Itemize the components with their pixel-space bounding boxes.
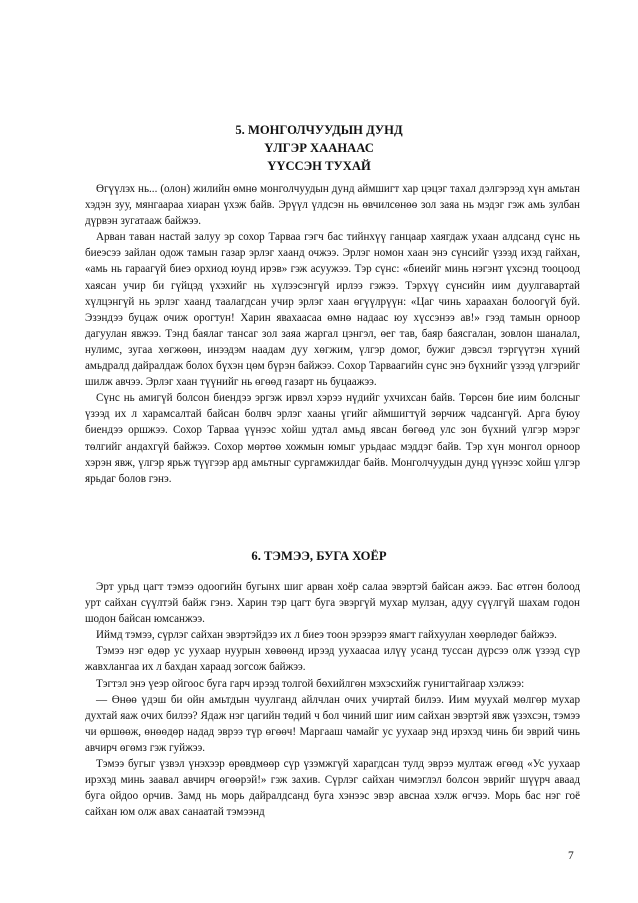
section-6-paragraph-1: Эрт урьд цагт тэмээ одоогийн бугынх шиг арван хоёр салаа эвэртэй байсан ажээ. Бас өтгөн болоод урт сайхан сүүлтэй байж гэнэ. Харин тэр цагт буга эвэргүй мухар мулзан, адуу сүүлгүй шахам годон шодон байсан юмсанжээ. (85, 581, 580, 626)
section-6-paragraph-3: Тэмээ нэг өдөр ус уухаар нуурын хөвөөнд ирээд уухаасаа илүү усанд туссан дүрсээ олж үзээд сүр жавхлангаа их л бахдан хараад зогсож байжээ. (85, 645, 580, 674)
section-5-body (85, 181, 580, 487)
section-6-paragraph-5: — Өнөө үдэш би ойн амьтдын чуулганд айлчлан очих учиртай билээ. Иим муухай мөлгөр мухар духтай яаж очих билээ? Ядаж нэг цагийн төдий ч бол чиний шиг иим сайхан эвэртэй явж үзэхсэн, тэмээ чи өршөөж, өнөөдөр надад эврээ түр өгөөч! Маргааш чамайг ус уухаар энд ирэхэд чинь би эврий чинь авчирч өгөмз гэж гуйжээ. (85, 693, 580, 754)
section-6-paragraph-2: Иймд тэмээ, сүрлэг сайхан эвэртэйдээ их л биеэ тоон эрээрээ ямагт гайхуулан хөөрлөдөг байжээ. (96, 629, 557, 642)
section-5-title-line-2: ҮЛГЭР ХААНААС (264, 141, 374, 155)
section-5-title-line-3: ҮҮССЭН ТУХАЙ (267, 159, 371, 173)
section-6-title: 6. ТЭМЭЭ, БУГА ХОЁР (251, 549, 387, 563)
section-5-paragraph-1: Өгүүлэх нь... (олон) жилийн өмнө монголчуудын дунд аймшигт хар цэцэг тахал дэлгэрээд хүн амьтан хэдэн зуу, мянгаараа хиаран үхэж байв. Эрүүл үлдсэн нь өвчилсөнөө зол заяа нь мэдэг гэж амь зулбан дүрвэн зугатааж байжээ. (85, 183, 580, 228)
section-5-paragraph-3: Сүнс нь амигүй болсон биендээ эргэж ирвэл хэрээ нүдийг ухчихсан байв. Төрсөн бие иим болсныг үзээд их л харамсалтай байсан болвч эрлэг хааны үгийг аймшигтүй зөрчиж чадсангүй. Арга буюу биендээ оршжээ. Сохор Тарваа үүнээс хойш удтал амьд явсан бөгөөд улс зон бүхний үлгэр мэрэг төлгийг андахгүй байжээ. Сохор мөртөө хожмын юмыг урьдаас мэддэг байв. Тэр хүн монгол орноор хэрэн явж, үлгэр ярьж түүгээр ард амьтныг сургамжилдаг байв. Монголчуудын дунд үүнээс хойш үлгэр ярьдаг болов гэнэ. (85, 392, 580, 485)
page-number: 7 (568, 850, 574, 862)
section-6-paragraph-6: Тэмээ бугыг үзвэл үнэхээр өрөвдмөөр сүр үзэмжгүй харагдсан тулд эврээ мултаж өгөөд «Ус уухаар ирэхэд минь заавал авчирч өгөөрэй!» гэж захив. Сүрлэг сайхан чимэглэл болсон эврийг шүүрч аваад буга ойдоо орчив. Замд нь морь дайралдсанд буга хэнээс эвэр авснаа хэлж өгчээ. Морь бас нэг гоё сайхан юм олж авах санаатай тэмээнд (85, 758, 580, 819)
section-6-body (85, 579, 580, 820)
section-5-paragraph-2: Арван таван настай залуу эр сохор Тарваа гэгч бас тийнхүү ганцаар хаягдаж ухаан алдсанд сүнс нь биеэсээ зайлан одож тамын газар эрлэг хаанд очжээ. Эрлэг номон хаан энэ сүнсийг үзээд ихэд гайхан, «амь нь гараагүй биеэ орхиод юунд ирэв» гэж асуужээ. Тэр сүнс: «биеийг минь нэгэнт үхсэнд тооцоод хаясан учир би гүйцэд үхэхийг нь хүлээсэнгүй ирлээ гэжээ. Тэрхүү сүнсийн иим дуулгавартай хүлцэнгүй нь эрлэг хаанд таалагдсан учир эрлэг хаан өгүүлрүүн: «Цаг чинь хараахан болоогүй буй. Эзэндээ буцаж очиж орогтун! Харин явахаасаа өмнө надаас юу хүссэнээ ав!» гээд тамын орноор дагуулан явжээ. Тэнд баялаг тансаг зол заяа жаргал цэнгэл, өег тав, баяр баясгалан, зовлон шаналал, нулимс, зугаа хөгжөөн, инээдэм наадам дуу хөгжим, үлгэр домог, бужиг дэвсэл тэргүүтэн хүний амьдралд дайралдаж болох бүхэн цөм бүрэн байжээ. Сохор Тарваагийн сүнс энэ бүхнийг үзээд үлгэрийг шилж авчээ. Эрлэг хаан түүнийг нь өгөөд газарт нь буцаажээ. (85, 231, 580, 389)
section-5-title-line-1: 5. МОНГОЛЧУУДЫН ДУНД (235, 123, 403, 137)
section-5-title (0, 121, 638, 175)
section-6-paragraph-4: Тэгтэл энэ үеэр ойгоос буга гарч ирээд толгой бөхийлгөн мэхэсхийж гунигтайгаар хэлжээ: (96, 677, 525, 690)
